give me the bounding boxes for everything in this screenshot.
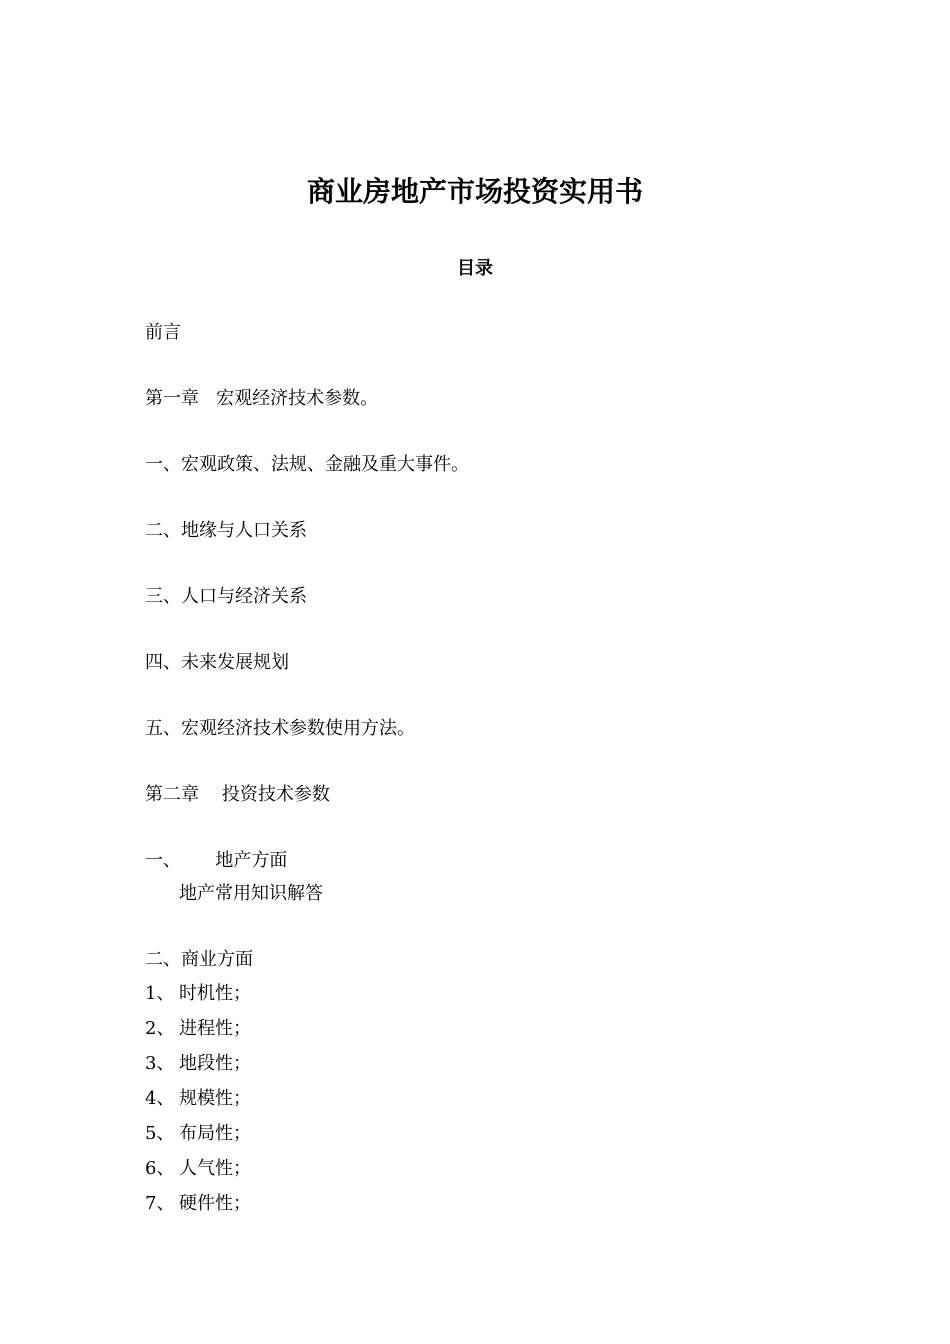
list-item-text: 人气性；: [179, 1158, 251, 1179]
toc-entry-preface: 前言: [145, 322, 181, 343]
list-item: [145, 1051, 251, 1077]
toc-entry-chapter-1: 第一章 宏观经济技术参数。: [145, 388, 379, 409]
toc-heading: 目录: [457, 258, 493, 279]
list-item: [145, 1121, 251, 1147]
document-title: 商业房地产市场投资实用书: [306, 175, 643, 208]
list-item: [145, 1086, 251, 1112]
list-item-text: 硬件性；: [179, 1193, 251, 1214]
list-item-text: 规模性；: [179, 1088, 251, 1109]
toc-entry-2-1: 一、 地产方面: [145, 850, 288, 871]
toc-entry-1-1: 一、宏观政策、法规、金融及重大事件。: [145, 454, 469, 475]
list-item-text: 布局性；: [179, 1123, 251, 1144]
toc-entry-1-2: 二、地缘与人口关系: [145, 520, 307, 541]
list-item-number: 6、: [145, 1158, 175, 1179]
list-item-text: 地段性；: [179, 1053, 251, 1074]
list-item-number: 3、: [145, 1053, 175, 1074]
list-item: [145, 1156, 251, 1182]
toc-entry-chapter-2: 第二章 投资技术参数: [145, 784, 330, 805]
toc-entry-1-4: 四、未来发展规划: [145, 652, 289, 673]
list-item: [145, 1191, 251, 1217]
list-item: [145, 981, 251, 1007]
list-item: [145, 1016, 251, 1042]
list-item-number: 4、: [145, 1088, 175, 1109]
toc-entry-1-3: 三、人口与经济关系: [145, 586, 307, 607]
list-item-text: 时机性；: [179, 983, 251, 1004]
list-item-number: 7、: [145, 1193, 175, 1214]
toc-entry-2-1-sub: 地产常用知识解答: [179, 883, 323, 904]
list-item-number: 2、: [145, 1018, 175, 1039]
toc-entry-1-5: 五、宏观经济技术参数使用方法。: [145, 718, 415, 739]
list-item-number: 1、: [145, 983, 175, 1004]
toc-entry-2-2: 二、商业方面: [145, 949, 253, 970]
list-item-text: 进程性；: [179, 1018, 251, 1039]
list-item-number: 5、: [145, 1123, 175, 1144]
